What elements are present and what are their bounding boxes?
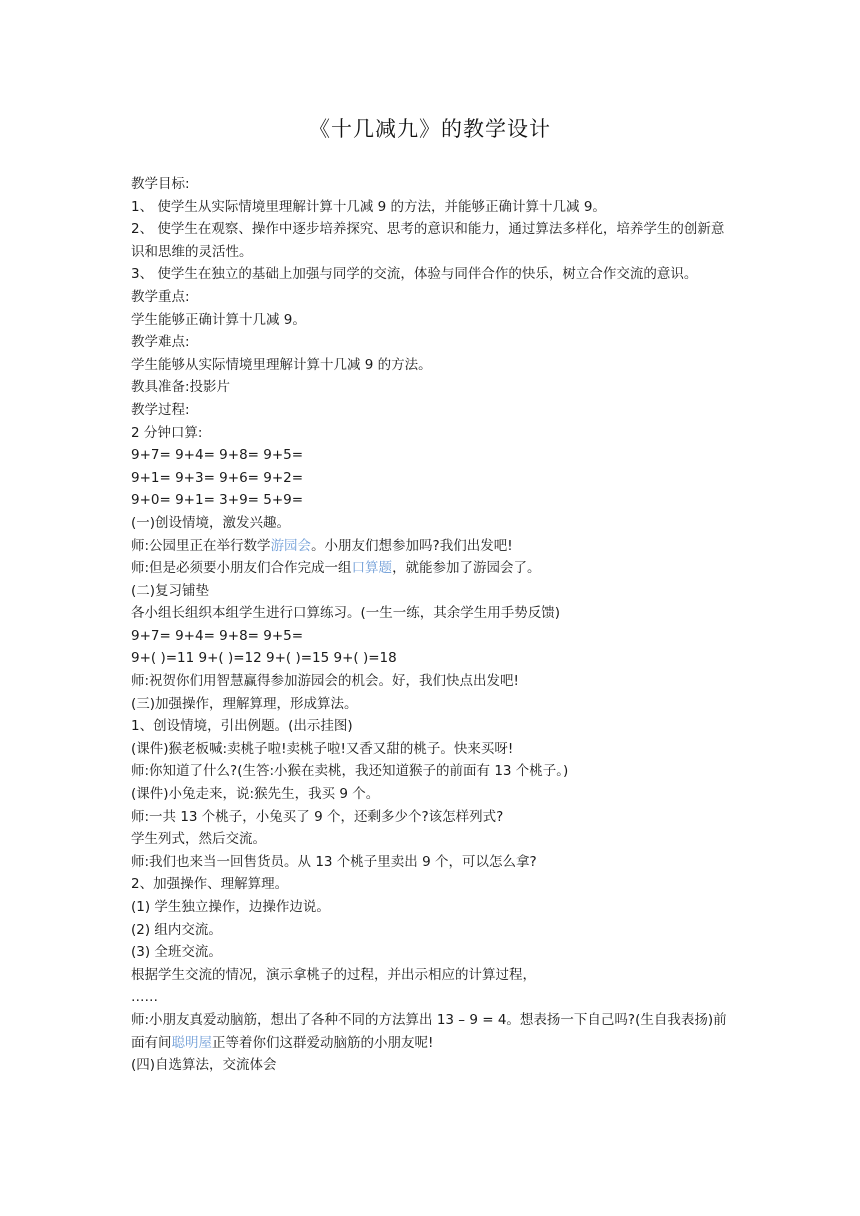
step-3-heading: (三)加强操作，理解算理，形成算法。: [131, 695, 358, 712]
oral-calc-row-3: 9+0= 9+1= 3+9= 5+9=: [131, 492, 304, 509]
group-practice: 各小组长组织本组学生进行口算练习。(一生一练，其余学生用手势反馈): [131, 605, 561, 622]
courseware-monkey: (课件)猴老板喊:卖桃子啦!卖桃子啦!又香又甜的桃子。快来买呀!: [131, 740, 514, 757]
teacher-question-2: 师:一共 13 个桃子，小兔买了 9 个，还剩多少个?该怎样列式?: [131, 808, 504, 825]
calc-line: [131, 557, 731, 580]
step-3-1: 1、创设情境，引出例题。(出示挂图): [131, 718, 353, 735]
oral-calc-row-2: 9+1= 9+3= 9+6= 9+2=: [131, 469, 304, 486]
sub-step-1: (1) 学生独立操作，边操作边说。: [131, 899, 330, 915]
sub-step-2: (2) 组内交流。: [131, 921, 222, 938]
praise-line-text-b: 正等着你们这群爱动脑筋的小朋友呢!: [212, 1034, 434, 1051]
praise-line-text-a: 师:小朋友真爱动脑筋，想出了各种不同的方法算出 13 – 9 = 4。想表扬一下自己吗?(生自我表扬)前面有间: [131, 1011, 727, 1051]
park-link[interactable]: 游园会: [270, 537, 312, 554]
praise-line: [131, 1009, 731, 1054]
students-exchange: 学生列式，然后交流。: [131, 831, 266, 848]
objective-1: 1、 使学生从实际情境里理解计算十几减 9 的方法，并能够正确计算十几减 9。: [131, 198, 606, 215]
park-line: [131, 535, 731, 558]
teacher-question-3: 师:我们也来当一回售货员。从 13 个桃子里卖出 9 个，可以怎么拿?: [131, 853, 537, 870]
document-body: [131, 173, 731, 1077]
objective-3: 3、 使学生在独立的基础上加强与同学的交流，体验与同伴合作的快乐，树立合作交流的意识。: [131, 266, 698, 283]
objective-2: 2、 使学生在观察、操作中逐步培养探究、思考的意识和能力，通过算法多样化，培养学生的创新意识和思维的灵活性。: [131, 221, 725, 260]
step-3-2: 2、加强操作、理解算理。: [131, 876, 289, 893]
demo-line: 根据学生交流的情况，演示拿桃子的过程，并出示相应的计算过程，: [131, 966, 536, 983]
calc-link[interactable]: 口算题: [351, 560, 393, 577]
sub-step-3: (3) 全班交流。: [131, 944, 222, 961]
document-title: 《十几减九》的教学设计: [309, 117, 551, 141]
section-heading-process: 教学过程:: [131, 401, 190, 418]
review-row-1: 9+7= 9+4= 9+8= 9+5=: [131, 627, 304, 644]
step-4-heading: (四)自选算法，交流体会: [131, 1057, 277, 1074]
courseware-rabbit: (课件)小兔走来，说:猴先生，我买 9 个。: [131, 786, 380, 803]
park-line-text-a: 师:公园里正在举行数学: [131, 537, 271, 554]
park-line-text-b: 。小朋友们想参加吗?我们出发吧!: [311, 537, 513, 554]
teacher-question-1: 师:你知道了什么?(生答:小猴在卖桃，我还知道猴子的前面有 13 个桃子。): [131, 763, 569, 780]
difficulty: 学生能够从实际情境里理解计算十几减 9 的方法。: [131, 356, 432, 373]
oral-calc-row-1: 9+7= 9+4= 9+8= 9+5=: [131, 447, 304, 464]
teaching-aids: 教具准备:投影片: [131, 379, 231, 396]
calc-line-text-b: ，就能参加了游园会了。: [392, 560, 541, 577]
key-point: 学生能够正确计算十几减 9。: [131, 311, 306, 328]
section-heading-objectives: 教学目标:: [131, 176, 190, 192]
smart-house-link[interactable]: 聪明屋: [171, 1034, 212, 1051]
step-2-heading: (二)复习铺垫: [131, 582, 210, 599]
review-row-2: 9+( )=11 9+( )=12 9+( )=15 9+( )=18: [131, 650, 397, 667]
calc-line-text-a: 师:但是必须要小朋友们合作完成一组: [131, 560, 352, 577]
oral-calc-heading: 2 分钟口算:: [131, 424, 203, 441]
section-heading-difficulty: 教学难点:: [131, 334, 190, 351]
ellipsis: ……: [131, 989, 158, 1006]
step-1-heading: (一)创设情境，激发兴趣。: [131, 514, 291, 531]
congrats-line: 师:祝贺你们用智慧赢得参加游园会的机会。好，我们快点出发吧!: [131, 673, 519, 690]
section-heading-key-points: 教学重点:: [131, 288, 190, 305]
